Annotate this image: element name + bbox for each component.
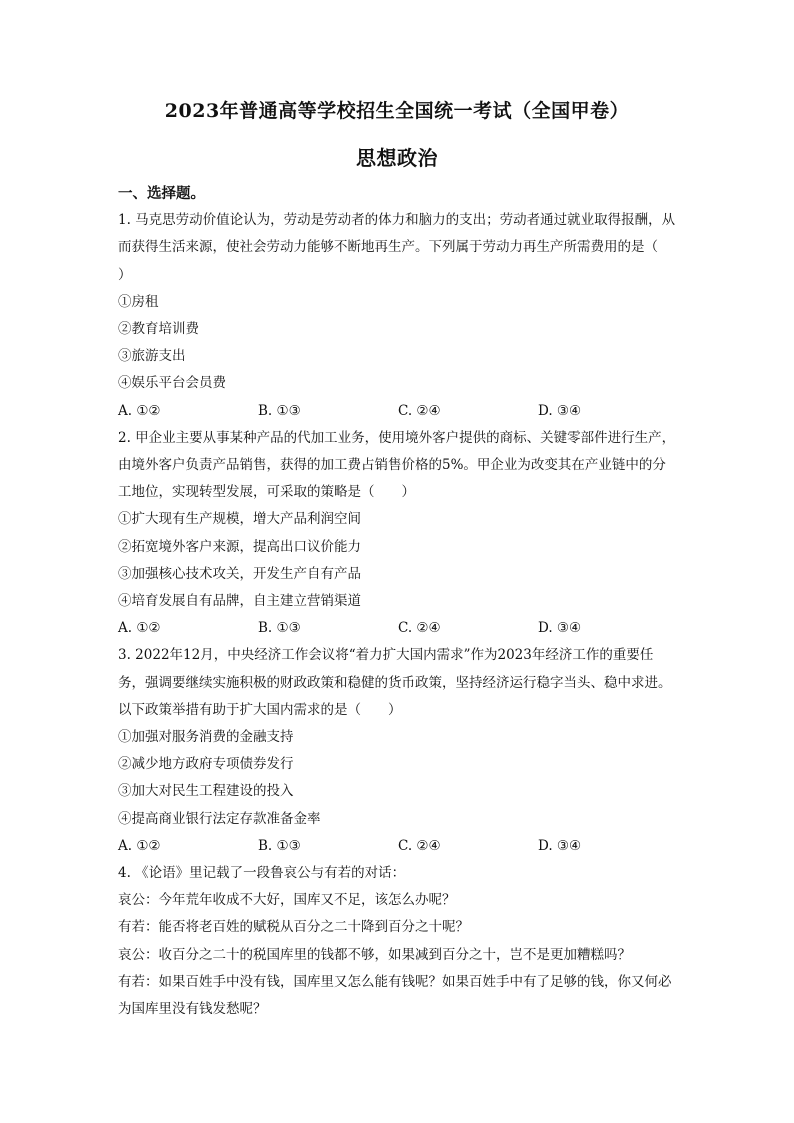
choice-d: D. ③④ <box>538 620 582 637</box>
option-item: ④培育发展自有品牌，自主建立营销渠道 <box>118 593 361 610</box>
option-item: ②减少地方政府专项债券发行 <box>118 756 294 773</box>
exam-content <box>118 180 685 1023</box>
option-item: ②拓宽境外客户来源，提高出口议价能力 <box>118 538 361 555</box>
option-item: ③加强核心技术攻关，开发生产自有产品 <box>118 565 361 582</box>
dialogue-line: 有若：如果百姓手中没有钱，国库里又怎么能有钱呢？如果百姓手中有了足够的钱，你又何必为国库里没有钱发愁呢？ <box>118 973 672 1018</box>
option-item: ④提高商业银行法定存款准备金率 <box>118 810 321 827</box>
question-stem: 4. 《论语》里记载了一段鲁哀公与有若的对话： <box>118 865 406 882</box>
dialogue-line: 有若：能否将老百姓的赋税从百分之二十降到百分之十呢？ <box>118 919 469 936</box>
subject-title: 思想政治 <box>356 146 438 170</box>
choice-d: D. ③④ <box>538 402 582 419</box>
section-heading: 一、选择题。 <box>118 185 205 202</box>
option-item: ④娱乐平台会员费 <box>118 375 226 392</box>
question-1 <box>118 207 685 425</box>
choice-c: C. ②④ <box>398 620 441 637</box>
dialogue-line: 哀公：收百分之二十的税国库里的钱都不够，如果减到百分之十，岂不是更加糟糕吗？ <box>118 946 631 963</box>
exam-title: 2023年普通高等学校招生全国统一考试（全国甲卷） <box>164 100 630 122</box>
choice-a: A. ①② <box>118 620 161 637</box>
question-3 <box>118 642 678 860</box>
choice-c: C. ②④ <box>398 837 441 854</box>
choice-c: C. ②④ <box>398 402 441 419</box>
question-stem: 1. 马克思劳动价值论认为，劳动是劳动者的体力和脑力的支出；劳动者通过就业取得报酬，从而获得生活来源，使社会劳动力能够不断地再生产。下列属于劳动力再生产所需费用的是（ ） <box>118 212 685 283</box>
answer-choices <box>118 615 678 642</box>
question-2 <box>118 425 678 643</box>
option-item: ①扩大现有生产规模，增大产品利润空间 <box>118 511 361 528</box>
option-item: ③旅游支出 <box>118 348 186 365</box>
answer-choices <box>118 398 678 425</box>
choice-b: B. ①③ <box>258 402 301 419</box>
option-item: ①加强对服务消费的金融支持 <box>118 729 294 746</box>
question-stem: 2. 甲企业主要从事某种产品的代加工业务，使用境外客户提供的商标、关键零部件进行生产，由境外客户负责产品销售，获得的加工费占销售价格的5%。甲企业为改变其在产业链中的分工地位，实现转型发展，可采取的策略是（ ） <box>118 429 676 501</box>
option-item: ②教育培训费 <box>118 321 199 338</box>
option-item: ①房租 <box>118 293 159 310</box>
choice-a: A. ①② <box>118 837 161 854</box>
choice-d: D. ③④ <box>538 837 582 854</box>
question-4 <box>118 860 678 1023</box>
choice-b: B. ①③ <box>258 620 301 637</box>
option-item: ③加大对民生工程建设的投入 <box>118 783 294 800</box>
answer-choices <box>118 833 678 860</box>
choice-b: B. ①③ <box>258 837 301 854</box>
dialogue-line: 哀公：今年荒年收成不大好，国库又不足，该怎么办呢？ <box>118 892 456 909</box>
question-stem: 3. 2022年12月，中央经济工作会议将“着力扩大国内需求”作为2023年经济工作的重要任务，强调要继续实施积极的财政政策和稳健的货币政策，坚持经济运行稳字当头、稳中求进。以下政策举措有助于扩大国内需求的是（ ） <box>118 647 672 718</box>
choice-a: A. ①② <box>118 402 161 419</box>
